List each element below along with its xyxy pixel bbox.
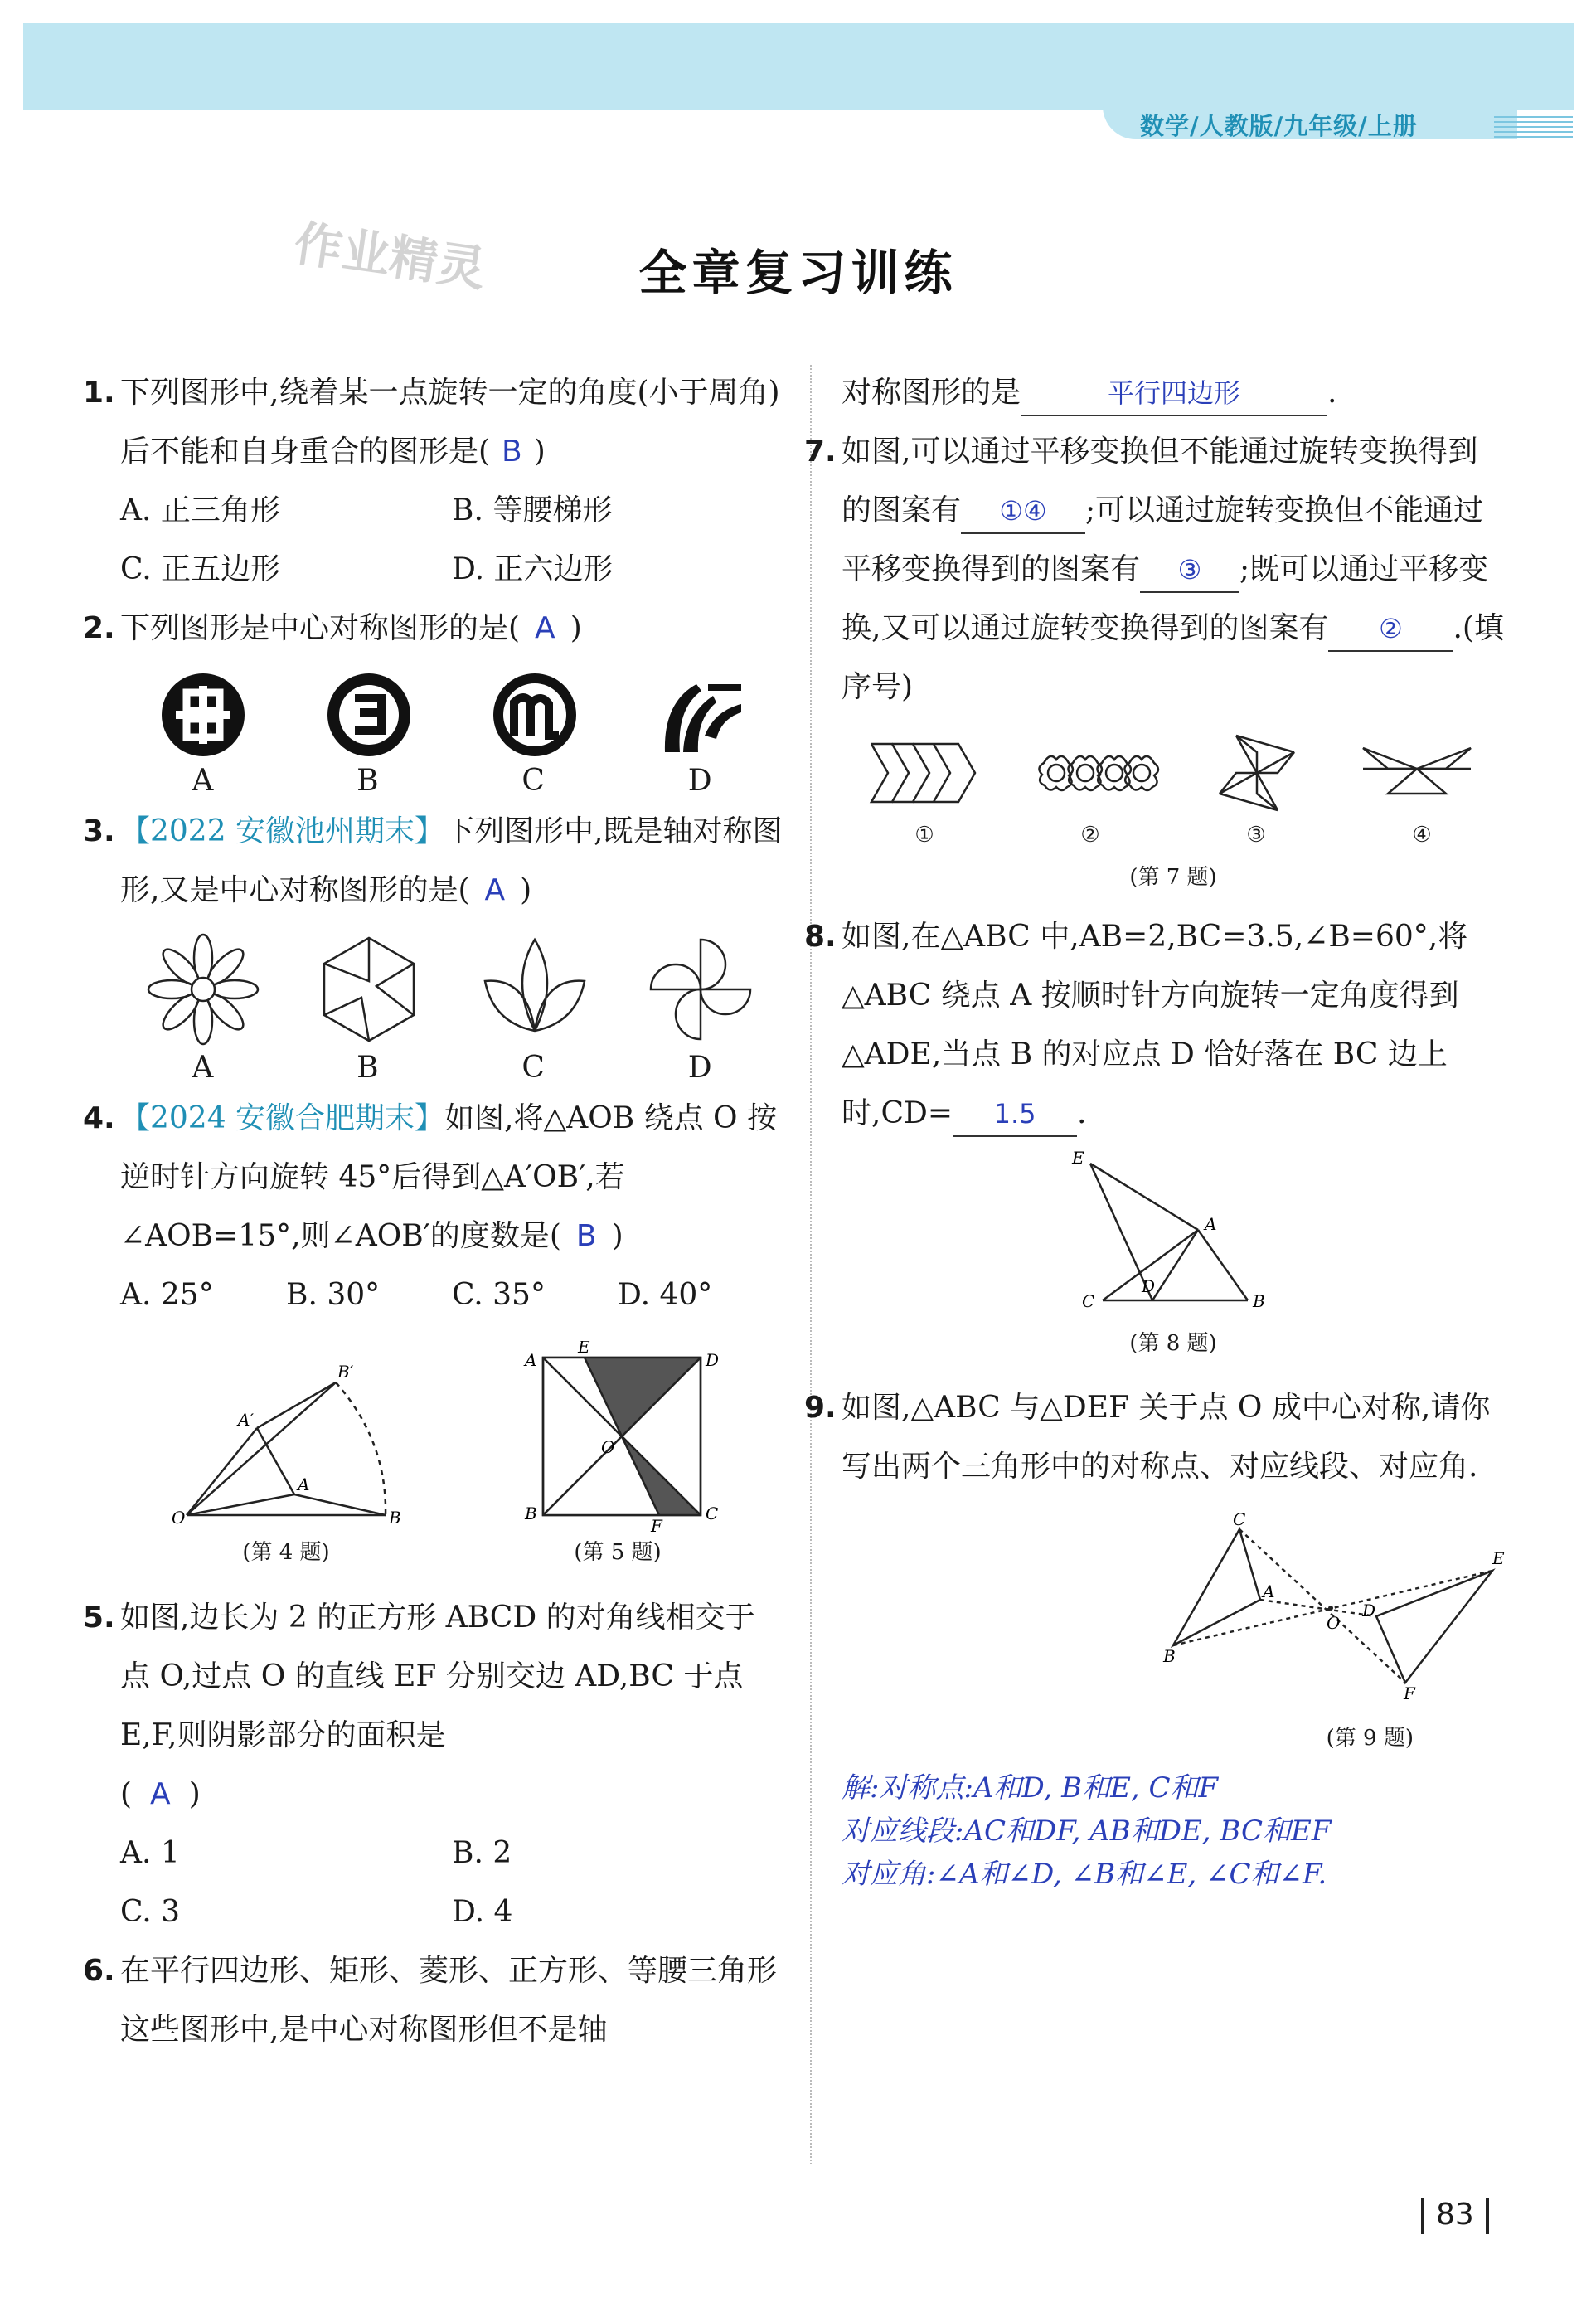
q8-end: . (1077, 1096, 1087, 1130)
header-stripes (1494, 116, 1573, 141)
f5-label-a: A (525, 1350, 537, 1370)
q4-close: ) (611, 1219, 623, 1253)
q1-option-a: A. 正三角形 (120, 493, 280, 527)
right-column (804, 363, 1505, 1896)
f5-label-c: C (706, 1504, 719, 1523)
q7-figure-1 (867, 740, 983, 806)
q4-option-c: C. 35° (452, 1278, 546, 1312)
q7-figure-labels (842, 814, 1505, 856)
q2-figures (120, 669, 783, 760)
q8-answer: 1.5 (953, 1092, 1077, 1137)
q4-option-d: D. 40° (618, 1278, 713, 1312)
q7-text-2: ;可以通过旋转变换但不能通过平移变换得到的图案有 (842, 493, 1484, 586)
figure-q9 (1157, 1513, 1505, 1703)
f9-label-e: E (1492, 1548, 1505, 1568)
f4-label-b-prime: B′ (337, 1362, 354, 1382)
f8-label-e: E (1072, 1151, 1084, 1168)
q9-text: 如图,△ABC 与△DEF 关于点 O 成中心对称,请你写出两个三角形中的对称点、对应线段、对应角. (842, 1391, 1491, 1484)
q5-open: ( (120, 1777, 133, 1811)
q2-label-b: B (357, 764, 379, 798)
question-6 (83, 1941, 783, 2059)
q2-figure-d (655, 669, 746, 760)
q4-q5-figures (120, 1341, 783, 1532)
q2-text: 下列图形是中心对称图形的是( (120, 611, 521, 645)
f4-label-a-prime: A′ (238, 1410, 254, 1430)
question-6-continued (842, 363, 1505, 422)
f9-label-f: F (1404, 1683, 1415, 1703)
q5-options (120, 1824, 783, 1941)
question-5 (83, 1588, 783, 1941)
q1-close: ) (533, 435, 546, 469)
page-number-value: 83 (1436, 2198, 1474, 2232)
f4-label-b: B (389, 1508, 401, 1528)
f4-label-a: A (298, 1475, 310, 1494)
f8-label-d: D (1142, 1276, 1156, 1296)
q3-label-b: B (357, 1051, 379, 1085)
q1-option-d: D. 正六边形 (452, 552, 614, 586)
q3-label-c: C (521, 1051, 545, 1085)
f9-label-o: O (1327, 1613, 1341, 1633)
q5-option-b: B. 2 (452, 1836, 512, 1870)
q4-answer: B (575, 1219, 597, 1253)
q4-options (120, 1266, 783, 1324)
f8-label-b: B (1253, 1291, 1265, 1309)
q5-text: 如图,边长为 2 的正方形 ABCD 的对角线相交于点 O,过点 O 的直线 EF 分别交边 AD,BC 于点 E,F,则阴影部分的面积是 (120, 1601, 755, 1752)
q4-caption: (第 4 题) (242, 1540, 330, 1565)
page-number-bar-right (1486, 2198, 1489, 2234)
q3-figures (120, 931, 783, 1047)
q3-source: 【2022 安徽池州期末】 (120, 814, 445, 848)
q3-label-a: A (192, 1051, 214, 1085)
q4-option-b: B. 30° (286, 1278, 381, 1312)
q6-end: . (1327, 376, 1337, 410)
q5-option-a: A. 1 (120, 1836, 180, 1870)
question-8 (804, 907, 1505, 1358)
f9-label-d: D (1362, 1601, 1376, 1620)
q7-label-3: ③ (1246, 823, 1266, 848)
q2-close: ) (570, 611, 582, 645)
q5-answer: A (150, 1777, 171, 1811)
question-9 (804, 1378, 1505, 1896)
q7-figures (842, 731, 1505, 814)
q9-solution-line-1: 解:对称点:A和D, B和E, C和F (842, 1771, 1219, 1805)
q6-text: 在平行四边形、矩形、菱形、正方形、等腰三角形这些图形中,是中心对称图形但不是轴 (120, 1954, 778, 2047)
q1-option-b: B. 等腰梯形 (452, 493, 613, 527)
q9-solution-line-2: 对应线段:AC和DF, AB和DE, BC和EF (842, 1815, 1332, 1848)
q1-text: 下列图形中,绕着某一点旋转一定的角度(小于周角)后不能和自身重合的图形是( (120, 376, 780, 469)
q4-q5-captions (120, 1532, 783, 1573)
q2-figure-b (323, 669, 415, 760)
f8-label-a: A (1205, 1214, 1217, 1234)
q9-number: 9. (804, 1391, 837, 1425)
f5-label-e: E (578, 1341, 590, 1357)
q2-figure-a (158, 669, 249, 760)
q3-figure-d (643, 931, 759, 1047)
header-banner (23, 23, 1574, 110)
q5-option-d: D. 4 (452, 1895, 513, 1929)
question-4 (83, 1089, 783, 1573)
q3-figure-a (145, 931, 261, 1047)
q4-option-a: A. 25° (120, 1278, 214, 1312)
f9-label-a: A (1263, 1581, 1275, 1601)
q3-label-d: D (687, 1051, 712, 1085)
q8-text: 如图,在△ABC 中,AB=2,BC=3.5,∠B=60°,将△ABC 绕点 A 按顺时针方向旋转一定角度得到△ADE,当点 B 的对应点 D 恰好落在 BC 边上时,CD= (842, 920, 1468, 1130)
q4-number: 4. (83, 1101, 115, 1135)
q7-figure-4 (1355, 744, 1479, 802)
q6-number: 6. (83, 1954, 115, 1988)
f5-label-f: F (651, 1516, 662, 1532)
page-title: 全章复习训练 (638, 245, 958, 301)
q6-answer: 平行四边形 (1021, 372, 1327, 416)
q7-label-4: ④ (1412, 823, 1432, 848)
q5-close: ) (188, 1777, 201, 1811)
q2-label-d: D (687, 764, 712, 798)
f8-label-c: C (1082, 1291, 1095, 1309)
q7-answer-2: ③ (1140, 548, 1239, 593)
q2-figure-c (489, 669, 580, 760)
q2-label-c: C (521, 764, 545, 798)
q9-figure-wrap (842, 1513, 1505, 1723)
q9-solution (842, 1766, 1505, 1896)
q7-caption: (第 7 题) (1129, 865, 1217, 890)
f9-label-b: B (1163, 1646, 1176, 1666)
q4-source: 【2024 安徽合肥期末】 (120, 1101, 445, 1135)
q7-text-3: ;既可以通过平移变换,又可以通过旋转变换得到的图案有 (842, 552, 1489, 645)
question-3 (83, 802, 783, 1089)
q1-options (120, 481, 783, 599)
q7-figure-3 (1211, 731, 1303, 814)
q3-close: ) (520, 873, 532, 907)
question-2 (83, 599, 783, 802)
q4-text-2: 若∠AOB=15°,则∠AOB′的度数是( (120, 1160, 625, 1253)
page-number-bar-left (1421, 2198, 1424, 2234)
figure-q8 (1065, 1151, 1281, 1309)
q8-figure-wrap (842, 1151, 1505, 1329)
series-label: 数学/人教版/九年级/上册 (1140, 112, 1418, 140)
f9-label-c: C (1233, 1513, 1246, 1529)
q1-answer: B (502, 435, 522, 469)
q3-number: 3. (83, 814, 115, 848)
q3-figure-c (477, 931, 593, 1047)
q8-caption: (第 8 题) (1129, 1331, 1217, 1356)
q7-number: 7. (804, 435, 837, 469)
q3-figure-labels (120, 1047, 783, 1089)
q2-answer: A (535, 611, 555, 645)
page-number (1409, 2198, 1501, 2234)
question-1 (83, 363, 783, 599)
q8-number: 8. (804, 920, 837, 954)
f5-label-d: D (706, 1350, 720, 1370)
figure-q5 (518, 1341, 734, 1532)
q5-option-c: C. 3 (120, 1895, 181, 1929)
q7-text-1: 如图,可以通过平移变换但不能通过旋转变换得到的图案有 (842, 435, 1478, 527)
question-7 (804, 422, 1505, 892)
q1-option-c: C. 正五边形 (120, 552, 281, 586)
q7-text-4: .(填序号) (842, 611, 1504, 704)
q1-number: 1. (83, 376, 115, 410)
figure-q4 (170, 1358, 419, 1532)
f4-label-o: O (172, 1508, 186, 1528)
q4-text-1: 如图,将△AOB 绕点 O 按逆时针方向旋转 45°后得到△A′OB′, (120, 1101, 778, 1194)
f5-label-o: O (601, 1437, 615, 1457)
q6-continued-text: 对称图形的是 (842, 376, 1021, 410)
q9-solution-line-3: 对应角:∠A和∠D, ∠B和∠E, ∠C和∠F. (842, 1858, 1327, 1891)
q3-answer: A (484, 873, 506, 907)
q3-figure-b (311, 931, 427, 1047)
q7-label-2: ② (1080, 823, 1100, 848)
q2-label-a: A (192, 764, 214, 798)
watermark: 作业精灵 (290, 215, 489, 298)
q5-caption: (第 5 题) (574, 1540, 662, 1565)
f5-label-b: B (525, 1504, 537, 1523)
q9-caption: (第 9 题) (1326, 1726, 1414, 1751)
q7-figure-2 (1036, 740, 1160, 806)
q7-label-1: ① (914, 823, 934, 848)
left-column (83, 363, 783, 2059)
q7-answer-3: ② (1328, 607, 1453, 652)
q7-answer-1: ①④ (961, 489, 1085, 534)
q3-text: 下列图形中,既是轴对称图形,又是中心对称图形的是( (120, 814, 783, 907)
q2-figure-labels (120, 760, 783, 802)
q2-number: 2. (83, 611, 115, 645)
column-divider (810, 365, 812, 2164)
q5-number: 5. (83, 1601, 115, 1635)
